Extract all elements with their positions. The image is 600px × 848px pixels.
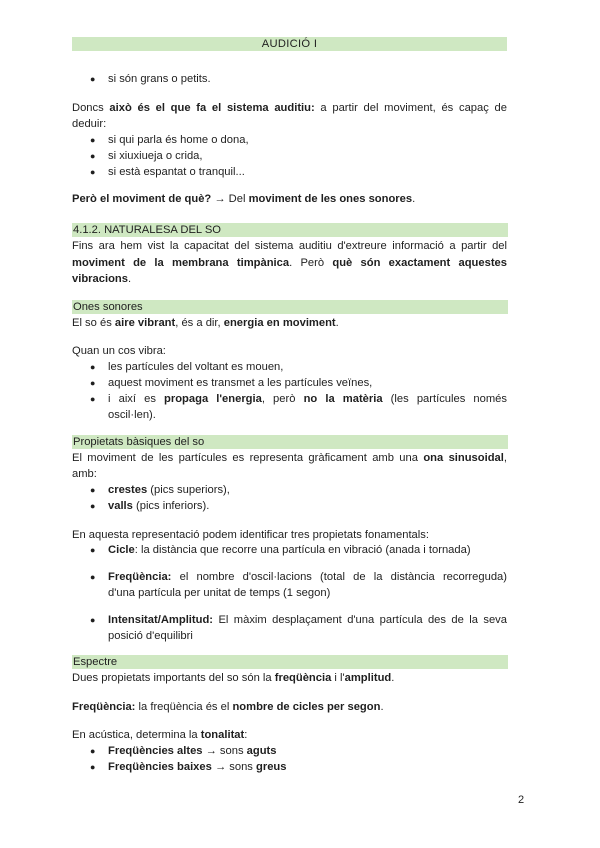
subsection-heading: Propietats bàsiques del so [72,435,508,449]
paragraph-line: El moviment de les partícules es representa gràficament amb una ona sinusoidal, [72,452,507,464]
section-heading: 4.1.2. NATURALESA DEL SO [72,223,508,237]
paragraph-line: El so és aire vibrant, és a dir, energia en moviment. [72,317,339,329]
subsection-heading: Espectre [72,655,508,669]
list-item: Intensitat/Amplitud: El màxim desplaçament d'una partícula des de la seva [108,614,507,626]
bullet-marker: ● [90,572,96,582]
paragraph-line: vibracions. [72,273,132,285]
list-item-continuation: d'una partícula per unitat de temps (1 segon) [108,587,331,599]
bullet-marker: ● [90,501,96,511]
paragraph-line: En acústica, determina la tonalitat: [72,729,248,741]
list-item: aquest moviment es transmet a les partícules veïnes, [108,377,373,389]
bullet-marker: ● [90,74,96,84]
paragraph-line: deduir: [72,118,107,130]
list-item: si són grans o petits. [108,73,211,85]
bullet-marker: ● [90,746,96,756]
list-item: si xiuxiueja o crida, [108,150,203,162]
paragraph-line: En aquesta representació podem identificar tres propietats fonamentals: [72,529,429,541]
list-item: si està espantat o tranquil... [108,166,245,178]
list-item: Freqüències altes → sons aguts [108,745,277,757]
bullet-marker: ● [90,485,96,495]
page-header-title: AUDICIÓ I [72,37,507,51]
paragraph-line: Freqüència: la freqüència és el nombre de cicles per segon. [72,701,384,713]
list-item: Cicle: la distància que recorre una partícula en vibració (anada i tornada) [108,544,471,556]
bullet-marker: ● [90,362,96,372]
paragraph-line: moviment de la membrana timpànica. Però què són exactament aquestes [72,257,507,269]
subsection-heading: Ones sonores [72,300,508,314]
paragraph-line: Doncs això és el que fa el sistema auditiu: a partir del moviment, és capaç de [72,102,507,114]
paragraph-line: amb: [72,468,97,480]
paragraph-line: Dues propietats importants del so són la freqüència i l'amplitud. [72,672,395,684]
bullet-marker: ● [90,135,96,145]
question-line: Però el moviment de què? → Del moviment de les ones sonores. [72,193,416,205]
list-item-continuation: posició d'equilibri [108,630,193,642]
paragraph-line: Fins ara hem vist la capacitat del sistema auditiu d'extreure informació a partir del [72,240,507,252]
bullet-marker: ● [90,545,96,555]
bullet-marker: ● [90,167,96,177]
list-item: les partícules del voltant es mouen, [108,361,284,373]
paragraph-line: Quan un cos vibra: [72,345,166,357]
bullet-marker: ● [90,151,96,161]
list-item: i així es propaga l'energia, però no la matèria (les partícules només [108,393,508,405]
list-item: si qui parla és home o dona, [108,134,249,146]
list-item-continuation: oscil·len). [108,409,156,421]
bullet-marker: ● [90,378,96,388]
list-item: Freqüències baixes → sons greus [108,761,287,773]
page-number: 2 [518,794,525,806]
bullet-marker: ● [90,615,96,625]
list-item: crestes (pics superiors), [108,484,230,496]
bullet-marker: ● [90,762,96,772]
list-item: valls (pics inferiors). [108,500,210,512]
bullet-marker: ● [90,394,96,404]
list-item: Freqüència: el nombre d'oscil·lacions (total de la distància recorreguda) [108,571,507,583]
